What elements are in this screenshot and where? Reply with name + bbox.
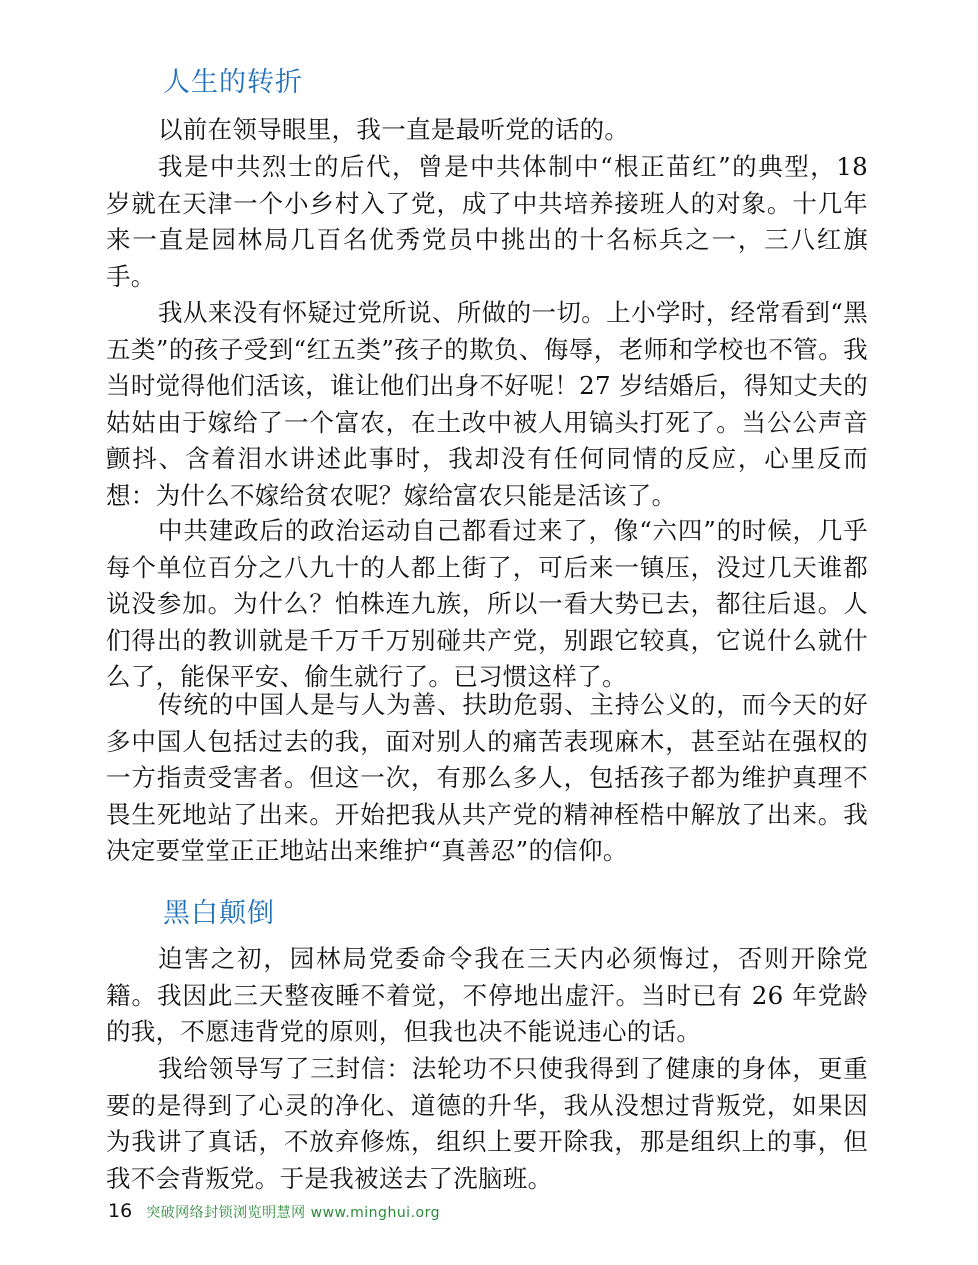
page-footer — [108, 1200, 440, 1224]
paragraph: 我是中共烈士的后代，曾是中共体制中“根正苗红”的典型，18 岁就在天津一个小乡村入了党，成了中共培养接班人的对象。十几年来一直是园林局几百名优秀党员中挑出的十名标兵之一，三八红旗手。 — [106, 152, 868, 291]
section-heading: 人生的转折 — [163, 67, 303, 98]
paragraph: 迫害之初，园林局党委命令我在三天内必须悔过，否则开除党籍。我因此三天整夜睡不着觉，不停地出虚汗。当时已有 26 年党龄的我，不愿违背党的原则，但我也决不能说违心的话。 — [106, 944, 868, 1046]
paragraph: 中共建政后的政治运动自己都看过来了，像“六四”的时候，几乎每个单位百分之八九十的人都上街了，可后来一镇压，没过几天谁都说没参加。为什么？怕株连九族，所以一看大势已去，都往后退。人们得出的教训就是千万千万别碰共产党，别跟它较真，它说什么就什么了，能保平安、偷生就行了。已习惯这样了。 — [106, 516, 868, 691]
paragraph: 我从来没有怀疑过党所说、所做的一切。上小学时，经常看到“黑五类”的孩子受到“红五类”孩子的欺负、侮辱，老师和学校也不管。我当时觉得他们活该，谁让他们出身不好呢！27 岁结婚后，得知丈夫的姑姑由于嫁给了一个富农，在土改中被人用镐头打死了。当公公声音颤抖、含着泪水讲述此事时，我却没有任何同情的反应，心里反而想：为什么不嫁给贫农呢？嫁给富农只能是活该了。 — [106, 298, 868, 510]
paragraph: 以前在领导眼里，我一直是最听党的话的。 — [158, 115, 630, 144]
paragraph: 我给领导写了三封信：法轮功不只使我得到了健康的身体，更重要的是得到了心灵的净化、道德的升华，我从没想过背叛党，如果因为我讲了真话，不放弃修炼，组织上要开除我，那是组织上的事，但我不会背叛党。于是我被送去了洗脑班。 — [106, 1054, 868, 1193]
page-number: 16 — [108, 1200, 133, 1222]
paragraph: 传统的中国人是与人为善、扶助危弱、主持公义的，而今天的好多中国人包括过去的我，面对别人的痛苦表现麻木，甚至站在强权的一方指责受害者。但这一次，有那么多人，包括孩子都为维护真理不畏生死地站了出来。开始把我从共产党的精神桎梏中解放了出来。我决定要堂堂正正地站出来维护“真善忍”的信仰。 — [106, 690, 868, 865]
section-heading: 黑白颠倒 — [163, 898, 275, 929]
footer-website-text: 突破网络封锁浏览明慧网 www.minghui.org — [146, 1205, 440, 1221]
